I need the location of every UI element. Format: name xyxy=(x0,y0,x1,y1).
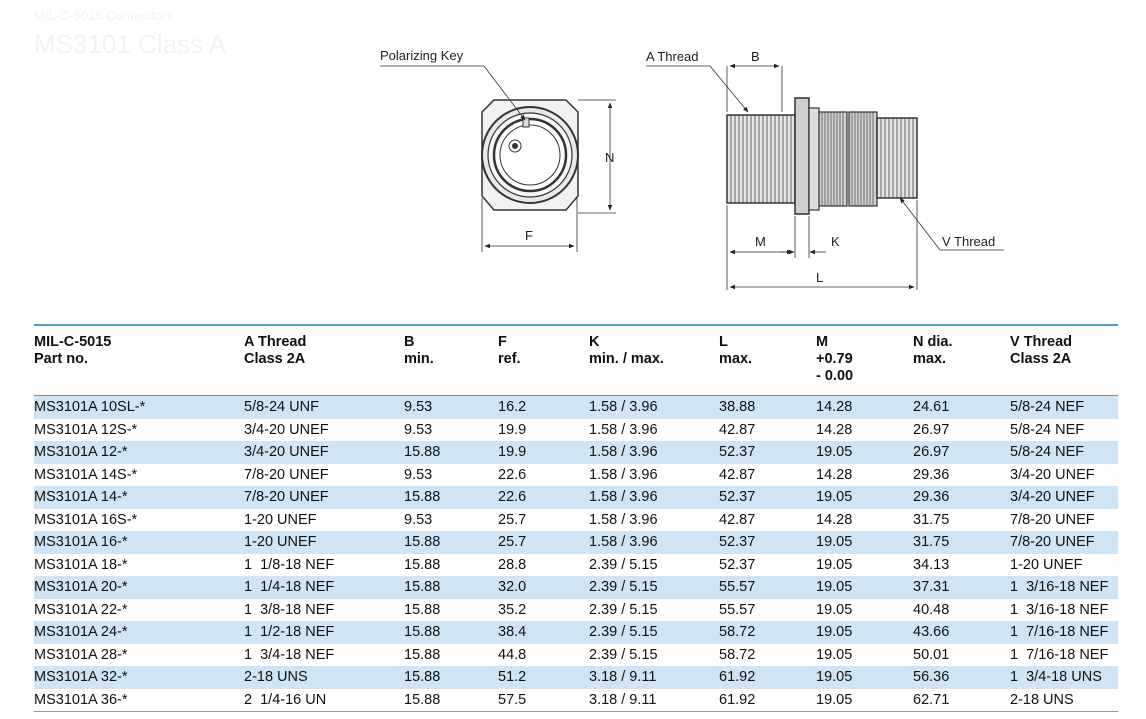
cell-k-min-max: 2.39 / 5.15 xyxy=(589,576,719,599)
cell-a-thread: 1 1/8-18 NEF xyxy=(244,556,335,573)
cell-b-min: 15.88 xyxy=(404,576,498,599)
cell-f-ref: 38.4 xyxy=(498,621,589,644)
cell-v-thread: 5/8-24 NEF xyxy=(1010,396,1118,419)
column-header-line: Part no. xyxy=(34,351,88,367)
cell-m-tolerance: 19.05 xyxy=(816,441,913,464)
cell-l-max: 52.37 xyxy=(719,441,816,464)
specification-table xyxy=(34,324,1118,712)
cell-a-thread: 1 1/2-18 NEF xyxy=(244,621,404,644)
cell-n-dia-max: 50.01 xyxy=(913,646,950,663)
column-header-line: L xyxy=(719,334,728,350)
cell-n-dia-max: 31.75 xyxy=(913,531,1010,554)
column-header-l-max xyxy=(719,325,816,396)
cell-k-min-max: 1.58 / 3.96 xyxy=(589,511,658,528)
cell-part-no: MS3101A 12-* xyxy=(34,441,244,464)
cell-l-max: 42.87 xyxy=(719,466,756,483)
cell-a-thread: 1-20 UNEF xyxy=(244,531,404,554)
page-subtitle: MIL-C-5015 Connectors xyxy=(34,8,173,23)
cell-n-dia-max: 37.31 xyxy=(913,576,1010,599)
cell-v-thread: 3/4-20 UNEF xyxy=(1010,466,1095,483)
cell-l-max: 55.57 xyxy=(719,576,816,599)
k-dimension-label: K xyxy=(831,234,840,249)
cell-n-dia-max: 34.13 xyxy=(913,556,950,573)
polarizing-key-label: Polarizing Key xyxy=(380,48,464,63)
cell-part-no: MS3101A 24-* xyxy=(34,621,244,644)
table-row xyxy=(34,621,1118,644)
cell-b-min: 15.88 xyxy=(404,689,498,712)
cell-l-max: 42.87 xyxy=(719,421,756,438)
cell-a-thread: 1 3/4-18 NEF xyxy=(244,646,335,663)
cell-n-dia-max: 40.48 xyxy=(913,601,950,618)
cell-m-tolerance: 19.05 xyxy=(816,531,913,554)
column-header-k-min-max xyxy=(589,325,719,396)
column-header-f-ref xyxy=(498,325,589,396)
table-row xyxy=(34,554,1118,577)
table-row xyxy=(34,509,1118,532)
cell-n-dia-max: 29.36 xyxy=(913,486,1010,509)
cell-m-tolerance: 19.05 xyxy=(816,486,913,509)
cell-b-min: 9.53 xyxy=(404,421,433,438)
cell-b-min: 9.53 xyxy=(404,396,498,419)
table-row xyxy=(34,576,1118,599)
column-header-line: N dia. xyxy=(913,334,953,350)
table-row xyxy=(34,644,1118,667)
cell-l-max: 38.88 xyxy=(719,396,816,419)
cell-v-thread: 1 3/16-18 NEF xyxy=(1010,601,1109,618)
cell-part-no: MS3101A 12S-* xyxy=(34,421,138,438)
cell-b-min: 15.88 xyxy=(404,621,498,644)
cell-k-min-max: 1.58 / 3.96 xyxy=(589,441,719,464)
cell-m-tolerance: 14.28 xyxy=(816,466,853,483)
table-row xyxy=(34,666,1118,689)
cell-m-tolerance: 19.05 xyxy=(816,556,853,573)
table-row xyxy=(34,464,1118,487)
column-header-line: MIL-C-5015 xyxy=(34,334,112,350)
cell-b-min: 9.53 xyxy=(404,511,433,528)
cell-l-max: 58.72 xyxy=(719,646,756,663)
cell-part-no: MS3101A 16S-* xyxy=(34,511,138,528)
cell-f-ref: 44.8 xyxy=(498,646,527,663)
cell-part-no: MS3101A 16-* xyxy=(34,531,244,554)
column-header-n-dia-max xyxy=(913,325,1010,396)
column-header-line: min. / max. xyxy=(589,351,664,367)
cell-a-thread: 3/4-20 UNEF xyxy=(244,441,404,464)
cell-f-ref: 25.7 xyxy=(498,531,589,554)
v-thread-label: V Thread xyxy=(942,234,996,249)
cell-k-min-max: 2.39 / 5.15 xyxy=(589,646,658,663)
cell-k-min-max: 1.58 / 3.96 xyxy=(589,396,719,419)
cell-v-thread: 1-20 UNEF xyxy=(1010,556,1083,573)
f-dimension-label: F xyxy=(525,228,533,243)
cell-n-dia-max: 62.71 xyxy=(913,689,1010,712)
a-thread-label: A Thread xyxy=(646,49,699,64)
cell-k-min-max: 1.58 / 3.96 xyxy=(589,531,719,554)
column-header-line: F xyxy=(498,334,507,350)
cell-part-no: MS3101A 14S-* xyxy=(34,466,138,483)
n-dimension-label: N xyxy=(605,150,615,165)
cell-b-min: 15.88 xyxy=(404,601,441,618)
cell-m-tolerance: 19.05 xyxy=(816,621,913,644)
cell-b-min: 15.88 xyxy=(404,666,498,689)
cell-f-ref: 22.6 xyxy=(498,486,589,509)
table-row xyxy=(34,441,1118,464)
cell-f-ref: 51.2 xyxy=(498,666,589,689)
cell-m-tolerance: 14.28 xyxy=(816,511,853,528)
column-header-line: max. xyxy=(719,351,753,367)
column-header-line: ref. xyxy=(498,351,521,367)
side-view xyxy=(646,66,1004,290)
cell-part-no: MS3101A 18-* xyxy=(34,556,128,573)
cell-l-max: 58.72 xyxy=(719,621,816,644)
cell-f-ref: 28.8 xyxy=(498,556,527,573)
cell-a-thread: 7/8-20 UNEF xyxy=(244,466,329,483)
cell-v-thread: 7/8-20 UNEF xyxy=(1010,511,1095,528)
cell-l-max: 61.92 xyxy=(719,666,816,689)
cell-k-min-max: 2.39 / 5.15 xyxy=(589,621,719,644)
l-dimension-label: L xyxy=(816,270,824,285)
cell-f-ref: 19.9 xyxy=(498,441,589,464)
cell-k-min-max: 2.39 / 5.15 xyxy=(589,556,658,573)
cell-b-min: 15.88 xyxy=(404,646,441,663)
table-header-row xyxy=(34,325,1118,396)
cell-l-max: 55.57 xyxy=(719,601,756,618)
cell-b-min: 15.88 xyxy=(404,531,498,554)
cell-n-dia-max: 29.36 xyxy=(913,466,950,483)
column-header-line: +0.79 xyxy=(816,351,853,367)
column-header-line: M xyxy=(816,334,829,350)
cell-l-max: 52.37 xyxy=(719,556,756,573)
cell-v-thread: 1 3/4-18 UNS xyxy=(1010,666,1118,689)
cell-m-tolerance: 14.28 xyxy=(816,421,853,438)
cell-l-max: 52.37 xyxy=(719,486,816,509)
cell-f-ref: 19.9 xyxy=(498,421,527,438)
cell-m-tolerance: 19.05 xyxy=(816,666,913,689)
cell-f-ref: 22.6 xyxy=(498,466,527,483)
column-header-line: Class 2A xyxy=(1010,351,1072,367)
column-header-line: min. xyxy=(404,351,434,367)
cell-m-tolerance: 19.05 xyxy=(816,576,913,599)
column-header-line: K xyxy=(589,334,600,350)
cell-b-min: 9.53 xyxy=(404,466,433,483)
cell-k-min-max: 1.58 / 3.96 xyxy=(589,486,719,509)
column-header-line: A Thread xyxy=(244,334,307,350)
cell-a-thread: 3/4-20 UNEF xyxy=(244,421,329,438)
cell-f-ref: 57.5 xyxy=(498,689,589,712)
cell-k-min-max: 2.39 / 5.15 xyxy=(589,601,658,618)
table-row xyxy=(34,599,1118,622)
column-header-line: V Thread xyxy=(1010,334,1073,350)
column-header-v-thread xyxy=(1010,325,1118,396)
cell-m-tolerance: 19.05 xyxy=(816,601,853,618)
cell-m-tolerance: 19.05 xyxy=(816,689,913,712)
column-header-line: max. xyxy=(913,351,947,367)
cell-n-dia-max: 24.61 xyxy=(913,396,1010,419)
cell-a-thread: 2-18 UNS xyxy=(244,666,404,689)
cell-k-min-max: 1.58 / 3.96 xyxy=(589,466,658,483)
cell-f-ref: 25.7 xyxy=(498,511,527,528)
cell-a-thread: 1-20 UNEF xyxy=(244,511,317,528)
cell-k-min-max: 1.58 / 3.96 xyxy=(589,421,658,438)
cell-v-thread: 3/4-20 UNEF xyxy=(1010,486,1118,509)
table-row xyxy=(34,419,1118,442)
cell-m-tolerance: 19.05 xyxy=(816,646,853,663)
table-row xyxy=(34,486,1118,509)
cell-f-ref: 35.2 xyxy=(498,601,527,618)
cell-part-no: MS3101A 22-* xyxy=(34,601,128,618)
cell-v-thread: 5/8-24 NEF xyxy=(1010,421,1085,438)
cell-v-thread: 1 3/16-18 NEF xyxy=(1010,576,1118,599)
column-header-a-thread xyxy=(244,325,404,396)
cell-l-max: 61.92 xyxy=(719,689,816,712)
cell-part-no: MS3101A 28-* xyxy=(34,646,128,663)
cell-n-dia-max: 26.97 xyxy=(913,441,1010,464)
cell-l-max: 52.37 xyxy=(719,531,816,554)
cell-part-no: MS3101A 36-* xyxy=(34,689,244,712)
page-title: MS3101 Class A xyxy=(34,29,227,59)
cell-b-min: 15.88 xyxy=(404,486,498,509)
cell-part-no: MS3101A 14-* xyxy=(34,486,244,509)
cell-part-no: MS3101A 10SL-* xyxy=(34,396,244,419)
cell-f-ref: 16.2 xyxy=(498,396,589,419)
cell-v-thread: 5/8-24 NEF xyxy=(1010,441,1118,464)
cell-n-dia-max: 43.66 xyxy=(913,621,1010,644)
cell-f-ref: 32.0 xyxy=(498,576,589,599)
cell-part-no: MS3101A 20-* xyxy=(34,576,244,599)
cell-v-thread: 1 7/16-18 NEF xyxy=(1010,621,1118,644)
m-dimension-label: M xyxy=(755,234,766,249)
cell-n-dia-max: 26.97 xyxy=(913,421,950,438)
column-header-part-no xyxy=(34,325,244,396)
b-dimension-label: B xyxy=(751,49,760,64)
table-body xyxy=(34,396,1118,712)
cell-a-thread: 1 3/8-18 NEF xyxy=(244,601,335,618)
cell-a-thread: 5/8-24 UNF xyxy=(244,396,404,419)
cell-n-dia-max: 31.75 xyxy=(913,511,950,528)
cell-a-thread: 2 1/4-16 UN xyxy=(244,689,404,712)
table-row xyxy=(34,396,1118,419)
column-header-m-tolerance xyxy=(816,325,913,396)
column-header-line: - 0.00 xyxy=(816,368,854,384)
cell-part-no: MS3101A 32-* xyxy=(34,666,244,689)
cell-b-min: 15.88 xyxy=(404,441,498,464)
cell-v-thread: 1 7/16-18 NEF xyxy=(1010,646,1109,663)
cell-l-max: 42.87 xyxy=(719,511,756,528)
cell-k-min-max: 3.18 / 9.11 xyxy=(589,689,719,712)
cell-a-thread: 1 1/4-18 NEF xyxy=(244,576,404,599)
cell-v-thread: 7/8-20 UNEF xyxy=(1010,531,1118,554)
cell-k-min-max: 3.18 / 9.11 xyxy=(589,666,719,689)
front-view xyxy=(380,66,616,252)
table-row xyxy=(34,689,1118,712)
cell-a-thread: 7/8-20 UNEF xyxy=(244,486,404,509)
column-header-b-min xyxy=(404,325,498,396)
table-row xyxy=(34,531,1118,554)
cell-n-dia-max: 56.36 xyxy=(913,666,1010,689)
column-header-line: B xyxy=(404,334,415,350)
cell-v-thread: 2-18 UNS xyxy=(1010,689,1118,712)
cell-m-tolerance: 14.28 xyxy=(816,396,913,419)
cell-b-min: 15.88 xyxy=(404,556,441,573)
column-header-line: Class 2A xyxy=(244,351,306,367)
connector-drawing xyxy=(0,0,1146,320)
